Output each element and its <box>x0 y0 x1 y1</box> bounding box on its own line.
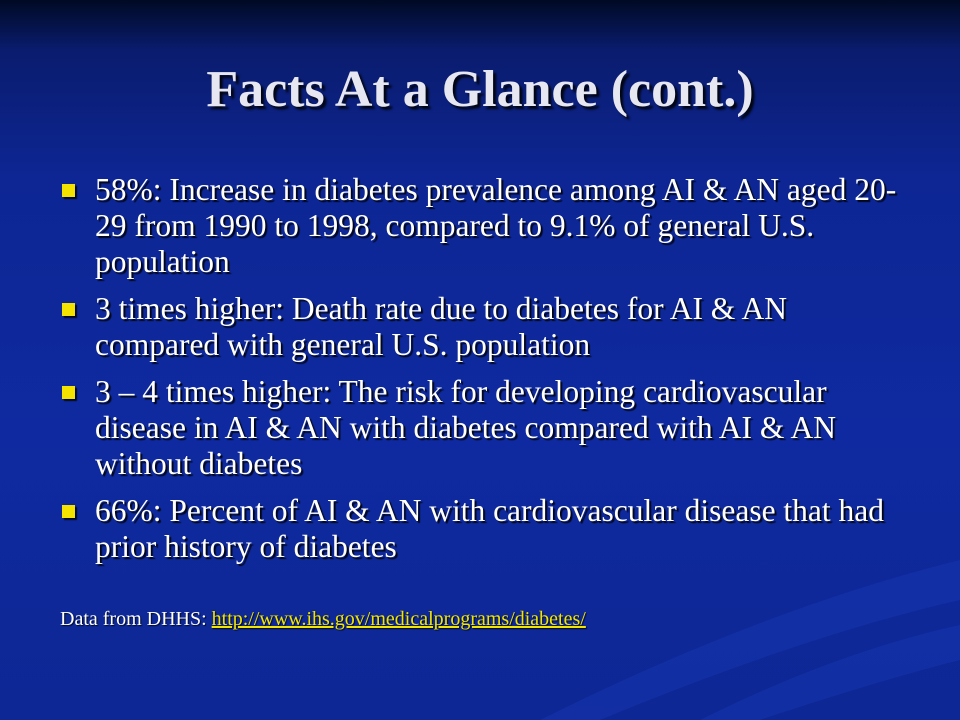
bullet-item <box>60 374 910 482</box>
source-label: Data from DHHS: <box>60 608 207 630</box>
bullet-text: 3 times higher: Death rate due to diabetes for AI & AN compared with general U.S. population <box>95 291 787 362</box>
source-citation <box>60 606 586 632</box>
bullet-item <box>60 493 910 565</box>
bullet-item <box>60 172 910 280</box>
bullet-square-icon <box>62 386 75 399</box>
bullet-square-icon <box>62 303 75 316</box>
source-link[interactable]: http://www.ihs.gov/medicalprograms/diabetes/ <box>211 608 586 630</box>
slide-title: Facts At a Glance (cont.) <box>206 61 754 118</box>
bullet-text: 3 – 4 times higher: The risk for developing cardiovascular disease in AI & AN with diabetes compared with AI & AN without diabetes <box>95 374 837 481</box>
bullet-text: 58%: Increase in diabetes prevalence among AI & AN aged 20-29 from 1990 to 1998, compared to 9.1% of general U.S. population <box>95 172 897 279</box>
bullet-text: 66%: Percent of AI & AN with cardiovascular disease that had prior history of diabetes <box>95 493 885 564</box>
bullet-item <box>60 291 910 363</box>
bullet-square-icon <box>62 505 75 518</box>
bullet-list <box>60 172 910 576</box>
bullet-square-icon <box>62 184 75 197</box>
